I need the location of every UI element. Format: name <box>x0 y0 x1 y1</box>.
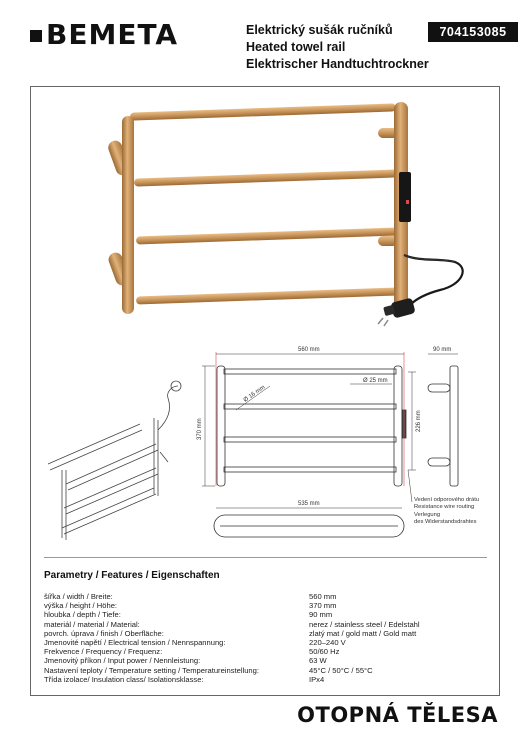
param-row: výška / height / Höhe: 370 mm <box>44 601 337 611</box>
param-row: Třída izolace/ Insulation class/ Isolationsklasse: IPx4 <box>44 674 325 684</box>
side-view <box>428 366 458 486</box>
tube-dim: Ø 16 mm <box>242 384 267 404</box>
params-table <box>44 592 489 684</box>
param-row: Jmenovitý příkon / Input power / Nennleistung: 63 W <box>44 656 327 666</box>
title-en: Heated towel rail <box>246 40 346 54</box>
title-cz: Elektrický sušák ručníků <box>246 23 393 37</box>
section-divider <box>44 557 487 558</box>
width-dim: 560 mm <box>298 347 320 353</box>
param-row: hloubka / depth / Tiefe: 90 mm <box>44 610 333 620</box>
spacing-dim: 226 mm <box>416 410 422 432</box>
height-dim: 370 mm <box>197 418 203 440</box>
depth-dim: 90 mm <box>433 347 452 353</box>
bottom-view <box>214 515 404 537</box>
logo-text: BEMETA <box>46 18 179 51</box>
params-title: Parametry / Features / Eigenschaften <box>44 570 220 581</box>
param-row: šířka / width / Breite: 560 mm <box>44 592 337 601</box>
pipe-dim: Ø 25 mm <box>363 378 388 384</box>
param-row: materiál / material / Material: nerez / stainless steel / Edelstahl <box>44 619 420 629</box>
param-row: povrch. úprava / finish / Oberfläche: zlatý mat / gold matt / Gold matt <box>44 628 417 638</box>
product-code: 704153085 <box>428 22 518 42</box>
param-row: Frekvence / Frequency / Frequenz: 50/60 Hz <box>44 647 340 657</box>
title-de: Elektrischer Handtuchtrockner <box>246 57 429 71</box>
wire-routing-note: Vedení odporového drátu Resistance wire routing Verlegung des Widerstandsdrahtes <box>414 497 480 526</box>
param-row: Jmenovité napětí / Electrical tension / Nennspannung: 220–240 V <box>44 638 346 648</box>
category-footer: OTOPNÁ TĚLESA <box>297 703 498 727</box>
bottom-dim: 535 mm <box>298 501 320 507</box>
param-row: Nastavení teploty / Temperature setting / Temperatureinstellung: 45°C / 50°C / 55°C <box>44 665 373 675</box>
front-view <box>217 366 412 502</box>
isometric-sketch <box>48 381 181 540</box>
